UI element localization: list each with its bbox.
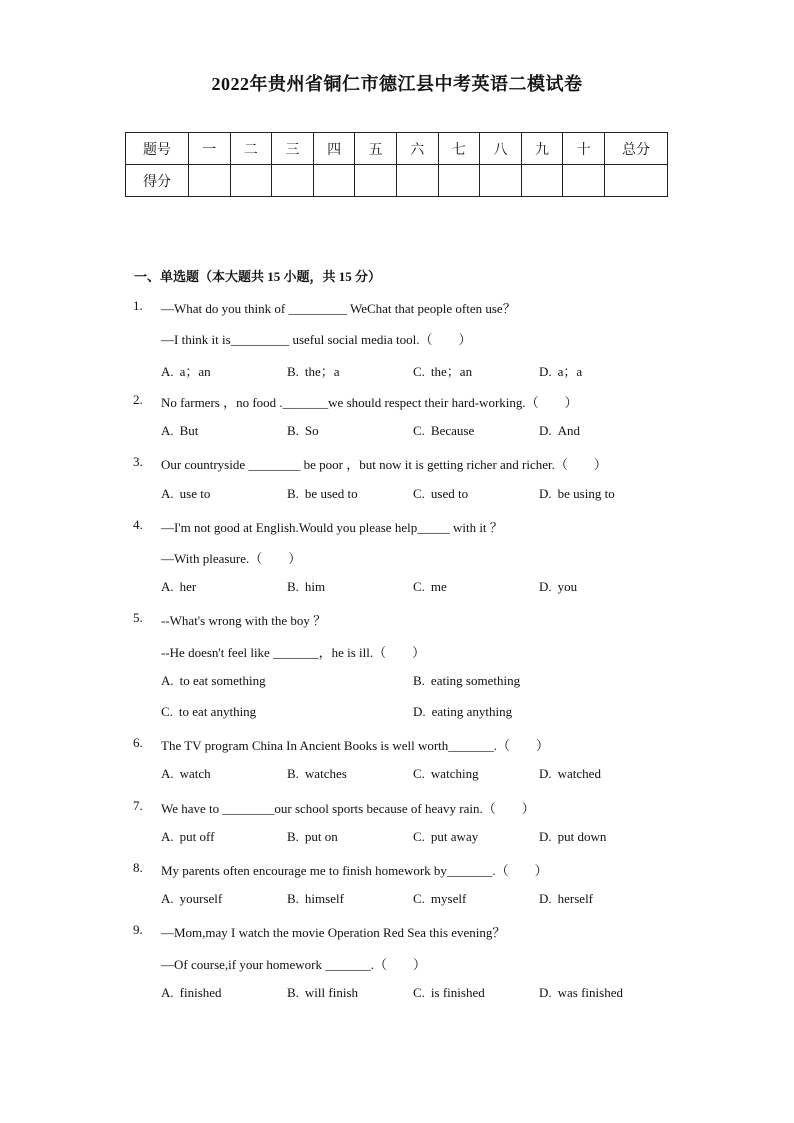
option-text: put down bbox=[557, 829, 607, 844]
option-letter: D. bbox=[539, 579, 552, 594]
option-letter: A. bbox=[161, 364, 174, 379]
option-b[interactable] bbox=[287, 423, 319, 439]
option-d[interactable] bbox=[539, 891, 593, 907]
option-d[interactable] bbox=[413, 704, 512, 720]
option-letter: D. bbox=[539, 423, 552, 438]
option-text: watched bbox=[557, 766, 601, 781]
question-line bbox=[0, 392, 794, 412]
question-line bbox=[0, 517, 794, 537]
option-c[interactable] bbox=[413, 579, 447, 595]
question-text: —What do you think of _________ WeChat that people often use？ bbox=[161, 301, 516, 316]
question-text: —With pleasure.（ ） bbox=[161, 551, 302, 566]
score-table bbox=[125, 132, 668, 197]
option-c[interactable] bbox=[413, 829, 478, 845]
option-letter: B. bbox=[413, 673, 425, 688]
score-header-cell: 九 bbox=[521, 133, 563, 165]
option-text: eating anything bbox=[431, 704, 513, 719]
option-text: me bbox=[430, 579, 447, 594]
option-letter: A. bbox=[161, 423, 174, 438]
option-text: finished bbox=[179, 985, 222, 1000]
option-a[interactable] bbox=[161, 361, 211, 380]
option-letter: D. bbox=[539, 486, 552, 501]
option-a[interactable] bbox=[161, 486, 210, 502]
option-d[interactable] bbox=[539, 361, 582, 380]
options-row bbox=[0, 579, 794, 599]
question-line bbox=[0, 922, 794, 942]
score-cell[interactable] bbox=[480, 165, 522, 197]
option-text: a；an bbox=[179, 364, 211, 379]
option-d[interactable] bbox=[539, 579, 577, 595]
option-letter: B. bbox=[287, 423, 299, 438]
option-text: watch bbox=[179, 766, 211, 781]
option-letter: C. bbox=[413, 364, 425, 379]
score-header-cell: 八 bbox=[480, 133, 522, 165]
question-number: 3. bbox=[133, 454, 143, 469]
option-text: eating something bbox=[430, 673, 521, 688]
option-b[interactable] bbox=[287, 829, 338, 845]
question-line bbox=[0, 298, 794, 318]
score-row-label: 得分 bbox=[126, 165, 189, 197]
question-line bbox=[0, 798, 794, 818]
option-text: myself bbox=[430, 891, 467, 906]
option-text: put on bbox=[304, 829, 338, 844]
question-line bbox=[0, 954, 794, 974]
option-text: But bbox=[179, 423, 199, 438]
question-number: 9. bbox=[133, 922, 143, 937]
question-text: The TV program China In Ancient Books is well worth_______.（ ） bbox=[161, 738, 550, 753]
options-row bbox=[0, 829, 794, 849]
option-letter: D. bbox=[413, 704, 426, 719]
score-cell[interactable] bbox=[189, 165, 231, 197]
option-c[interactable] bbox=[413, 891, 466, 907]
option-letter: D. bbox=[539, 766, 552, 781]
option-c[interactable] bbox=[161, 704, 256, 720]
question-number: 1. bbox=[133, 298, 143, 313]
section-heading: 一、单选题（本大题共 15 小题，共 15 分） bbox=[134, 269, 382, 284]
option-text: So bbox=[304, 423, 319, 438]
question-text: —Of course,if your homework _______.（ ） bbox=[161, 957, 427, 972]
option-letter: C. bbox=[413, 486, 425, 501]
option-d[interactable] bbox=[539, 486, 615, 502]
score-table-score-row bbox=[126, 165, 668, 197]
question-number: 5. bbox=[133, 610, 143, 625]
option-c[interactable] bbox=[413, 766, 479, 782]
option-letter: A. bbox=[161, 891, 174, 906]
question-text: —Mom,may I watch the movie Operation Red Sea this evening？ bbox=[161, 925, 506, 940]
score-header-cell: 十 bbox=[563, 133, 605, 165]
options-row bbox=[0, 423, 794, 443]
option-b[interactable] bbox=[287, 579, 325, 595]
score-header-cell: 五 bbox=[355, 133, 397, 165]
question-line bbox=[0, 642, 794, 662]
option-text: put off bbox=[179, 829, 215, 844]
option-text: put away bbox=[430, 829, 479, 844]
score-cell[interactable] bbox=[521, 165, 563, 197]
page-title: 2022年贵州省铜仁市德江县中考英语二模试卷 bbox=[211, 74, 583, 94]
option-letter: D. bbox=[539, 891, 552, 906]
score-cell[interactable] bbox=[438, 165, 480, 197]
question-text: We have to ________our school sports because of heavy rain.（ ） bbox=[161, 801, 535, 816]
option-text: watching bbox=[430, 766, 479, 781]
option-text: will finish bbox=[304, 985, 359, 1000]
option-b[interactable] bbox=[287, 486, 358, 502]
question-number: 4. bbox=[133, 517, 143, 532]
score-cell[interactable] bbox=[563, 165, 605, 197]
option-text: be used to bbox=[304, 486, 358, 501]
score-header-cell: 六 bbox=[396, 133, 438, 165]
score-header-cell: 七 bbox=[438, 133, 480, 165]
option-text: to eat anything bbox=[178, 704, 257, 719]
option-a[interactable] bbox=[161, 579, 196, 595]
option-text: himself bbox=[304, 891, 344, 906]
option-text: And bbox=[557, 423, 581, 438]
option-d[interactable] bbox=[539, 829, 606, 845]
score-cell[interactable] bbox=[230, 165, 272, 197]
question-number: 6. bbox=[133, 735, 143, 750]
option-text: you bbox=[557, 579, 578, 594]
question-line bbox=[0, 548, 794, 568]
question-line bbox=[0, 735, 794, 755]
option-text: to eat something bbox=[179, 673, 266, 688]
option-d[interactable] bbox=[539, 766, 601, 782]
options-row bbox=[0, 704, 794, 724]
option-a[interactable] bbox=[161, 829, 214, 845]
option-letter: B. bbox=[287, 891, 299, 906]
option-text: herself bbox=[557, 891, 594, 906]
option-b[interactable] bbox=[413, 673, 520, 689]
question-text: —I think it is_________ useful social media tool.（ ） bbox=[161, 332, 472, 347]
question-line bbox=[0, 329, 794, 349]
option-letter: A. bbox=[161, 985, 174, 1000]
question-text: No farmers ，no food ._______we should respect their hard-working.（ ） bbox=[161, 395, 578, 410]
question-number: 7. bbox=[133, 798, 143, 813]
option-letter: D. bbox=[539, 364, 552, 379]
option-c[interactable] bbox=[413, 486, 468, 502]
option-d[interactable] bbox=[539, 423, 580, 439]
option-text: the；an bbox=[430, 364, 473, 379]
option-letter: A. bbox=[161, 766, 174, 781]
score-header-cell: 三 bbox=[272, 133, 314, 165]
option-b[interactable] bbox=[287, 766, 347, 782]
option-letter: B. bbox=[287, 985, 299, 1000]
option-a[interactable] bbox=[161, 766, 211, 782]
score-header-cell: 一 bbox=[189, 133, 231, 165]
option-text: used to bbox=[430, 486, 469, 501]
option-c[interactable] bbox=[413, 985, 485, 1001]
score-cell[interactable] bbox=[396, 165, 438, 197]
score-cell[interactable] bbox=[605, 165, 668, 197]
option-letter: C. bbox=[413, 423, 425, 438]
option-letter: C. bbox=[413, 579, 425, 594]
option-c[interactable] bbox=[413, 423, 474, 439]
option-text: yourself bbox=[179, 891, 223, 906]
options-row bbox=[0, 766, 794, 786]
option-text: use to bbox=[179, 486, 211, 501]
options-row bbox=[0, 891, 794, 911]
options-row bbox=[0, 361, 794, 381]
option-letter: A. bbox=[161, 579, 174, 594]
question-text: My parents often encourage me to finish homework by_______.（ ） bbox=[161, 863, 548, 878]
option-letter: C. bbox=[413, 891, 425, 906]
option-text: is finished bbox=[430, 985, 485, 1000]
options-row bbox=[0, 486, 794, 506]
question-line bbox=[0, 454, 794, 474]
question-number: 2. bbox=[133, 392, 143, 407]
score-cell[interactable] bbox=[272, 165, 314, 197]
question-text: --He doesn't feel like _______，he is ill.（ ） bbox=[161, 645, 426, 660]
option-letter: C. bbox=[161, 704, 173, 719]
option-a[interactable] bbox=[161, 673, 266, 689]
option-text: be using to bbox=[557, 486, 615, 501]
option-a[interactable] bbox=[161, 985, 222, 1001]
option-letter: C. bbox=[413, 985, 425, 1000]
question-line bbox=[0, 860, 794, 880]
option-a[interactable] bbox=[161, 891, 222, 907]
option-letter: C. bbox=[413, 766, 425, 781]
question-text: —I'm not good at English.Would you please help_____ with it ？ bbox=[161, 520, 503, 535]
option-text: her bbox=[179, 579, 197, 594]
options-row bbox=[0, 673, 794, 693]
score-header-cell: 四 bbox=[313, 133, 355, 165]
score-table-header-row bbox=[126, 133, 668, 165]
option-letter: B. bbox=[287, 766, 299, 781]
question-number: 8. bbox=[133, 860, 143, 875]
option-text: the；a bbox=[304, 364, 340, 379]
option-letter: B. bbox=[287, 829, 299, 844]
option-letter: A. bbox=[161, 829, 174, 844]
option-b[interactable] bbox=[287, 891, 344, 907]
option-letter: C. bbox=[413, 829, 425, 844]
score-cell[interactable] bbox=[313, 165, 355, 197]
question-text: --What's wrong with the boy ？ bbox=[161, 613, 327, 628]
option-text: watches bbox=[304, 766, 347, 781]
question-line bbox=[0, 610, 794, 630]
option-text: Because bbox=[430, 423, 475, 438]
option-letter: B. bbox=[287, 579, 299, 594]
score-header-cell: 总分 bbox=[605, 133, 668, 165]
option-b[interactable] bbox=[287, 361, 340, 380]
score-header-cell: 题号 bbox=[126, 133, 189, 165]
options-row bbox=[0, 985, 794, 1005]
option-letter: A. bbox=[161, 673, 174, 688]
option-letter: D. bbox=[539, 829, 552, 844]
option-text: a；a bbox=[557, 364, 583, 379]
option-d[interactable] bbox=[539, 985, 623, 1001]
option-text: him bbox=[304, 579, 326, 594]
option-text: was finished bbox=[557, 985, 623, 1000]
option-letter: D. bbox=[539, 985, 552, 1000]
score-cell[interactable] bbox=[355, 165, 397, 197]
option-c[interactable] bbox=[413, 361, 472, 380]
question-text: Our countryside ________ be poor ，but now it is getting richer and richer.（ ） bbox=[161, 457, 607, 472]
option-a[interactable] bbox=[161, 423, 198, 439]
option-b[interactable] bbox=[287, 985, 358, 1001]
score-header-cell: 二 bbox=[230, 133, 272, 165]
option-letter: A. bbox=[161, 486, 174, 501]
option-letter: B. bbox=[287, 486, 299, 501]
option-letter: B. bbox=[287, 364, 299, 379]
